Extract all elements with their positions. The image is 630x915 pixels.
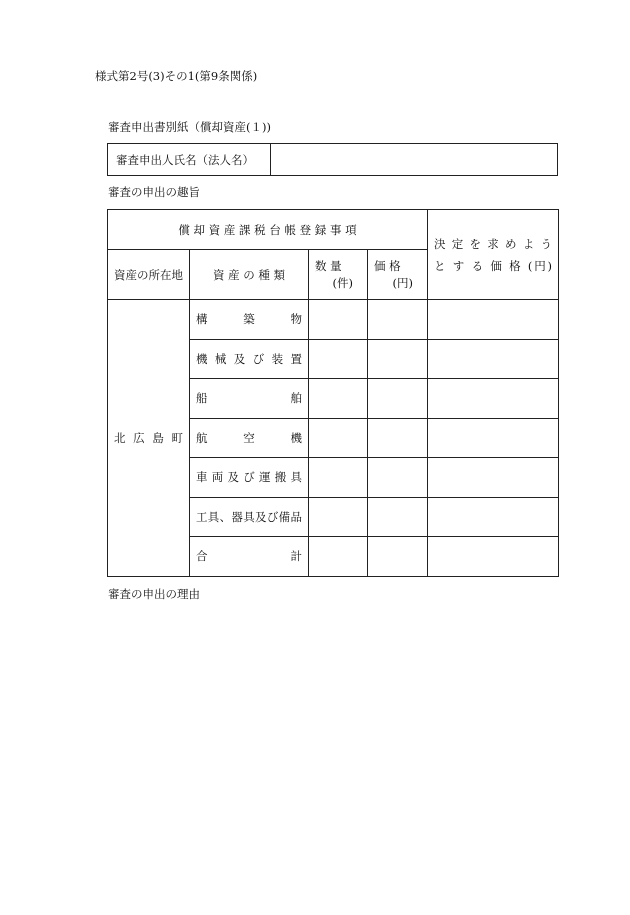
asset-type-cell: 船舶 [190, 379, 309, 419]
price-cell[interactable] [368, 458, 428, 498]
reason-heading: 審査の申出の理由 [108, 587, 200, 601]
applicant-table [107, 143, 558, 176]
document-subtitle: 審査申出書別紙（償却資産(１)) [108, 120, 271, 134]
quantity-cell[interactable] [309, 418, 368, 458]
requested-price-cell[interactable] [428, 300, 559, 340]
asset-type-column-header: 資 産 の 種 類 [190, 250, 309, 300]
requested-price-cell[interactable] [428, 379, 559, 419]
price-label: 価 格 [374, 258, 401, 273]
table-row [108, 300, 559, 340]
quantity-column-header [309, 250, 368, 300]
requested-price-cell[interactable] [428, 418, 559, 458]
price-total-cell[interactable] [368, 537, 428, 577]
requested-price-cell[interactable] [428, 497, 559, 537]
quantity-total-cell[interactable] [309, 537, 368, 577]
tax-register-header: 償 却 資 産 課 税 台 帳 登 録 事 項 [108, 210, 428, 250]
quantity-cell[interactable] [309, 300, 368, 340]
location-value: 北広島町 [114, 430, 183, 445]
price-cell[interactable] [368, 300, 428, 340]
price-cell[interactable] [368, 379, 428, 419]
quantity-label: 数 量 [315, 258, 342, 273]
assessment-table [107, 209, 559, 577]
location-cell [108, 300, 190, 577]
asset-type-cell: 構築物 [190, 300, 309, 340]
asset-type-cell: 工具、器具及び備品 [190, 497, 309, 537]
location-column-header: 資産の所在地 [108, 250, 190, 300]
requested-price-cell[interactable] [428, 458, 559, 498]
requested-price-cell[interactable] [428, 339, 559, 379]
quantity-cell[interactable] [309, 458, 368, 498]
price-cell[interactable] [368, 339, 428, 379]
form-number: 様式第2号(3)その1(第9条関係) [95, 69, 258, 83]
requested-price-header-line2: と す る 価 格 (円) [434, 258, 553, 273]
quantity-cell[interactable] [309, 497, 368, 537]
applicant-name-label: 審査申出人氏名（法人名） [108, 144, 271, 176]
price-column-header [368, 250, 428, 300]
total-label-cell: 合計 [190, 537, 309, 577]
price-cell[interactable] [368, 418, 428, 458]
asset-type-cell: 車両及び運搬具 [190, 458, 309, 498]
price-unit: (円) [392, 275, 414, 290]
quantity-cell[interactable] [309, 339, 368, 379]
asset-type-cell: 航空機 [190, 418, 309, 458]
requested-price-header-line1: 決 定 を 求 め よ う [434, 236, 553, 251]
purpose-heading: 審査の申出の趣旨 [108, 185, 200, 199]
quantity-unit: (件) [332, 275, 353, 290]
requested-price-header [428, 210, 559, 300]
quantity-cell[interactable] [309, 379, 368, 419]
applicant-name-field[interactable] [271, 144, 558, 176]
requested-price-total-cell[interactable] [428, 537, 559, 577]
price-cell[interactable] [368, 497, 428, 537]
asset-type-cell: 機械及び装置 [190, 339, 309, 379]
